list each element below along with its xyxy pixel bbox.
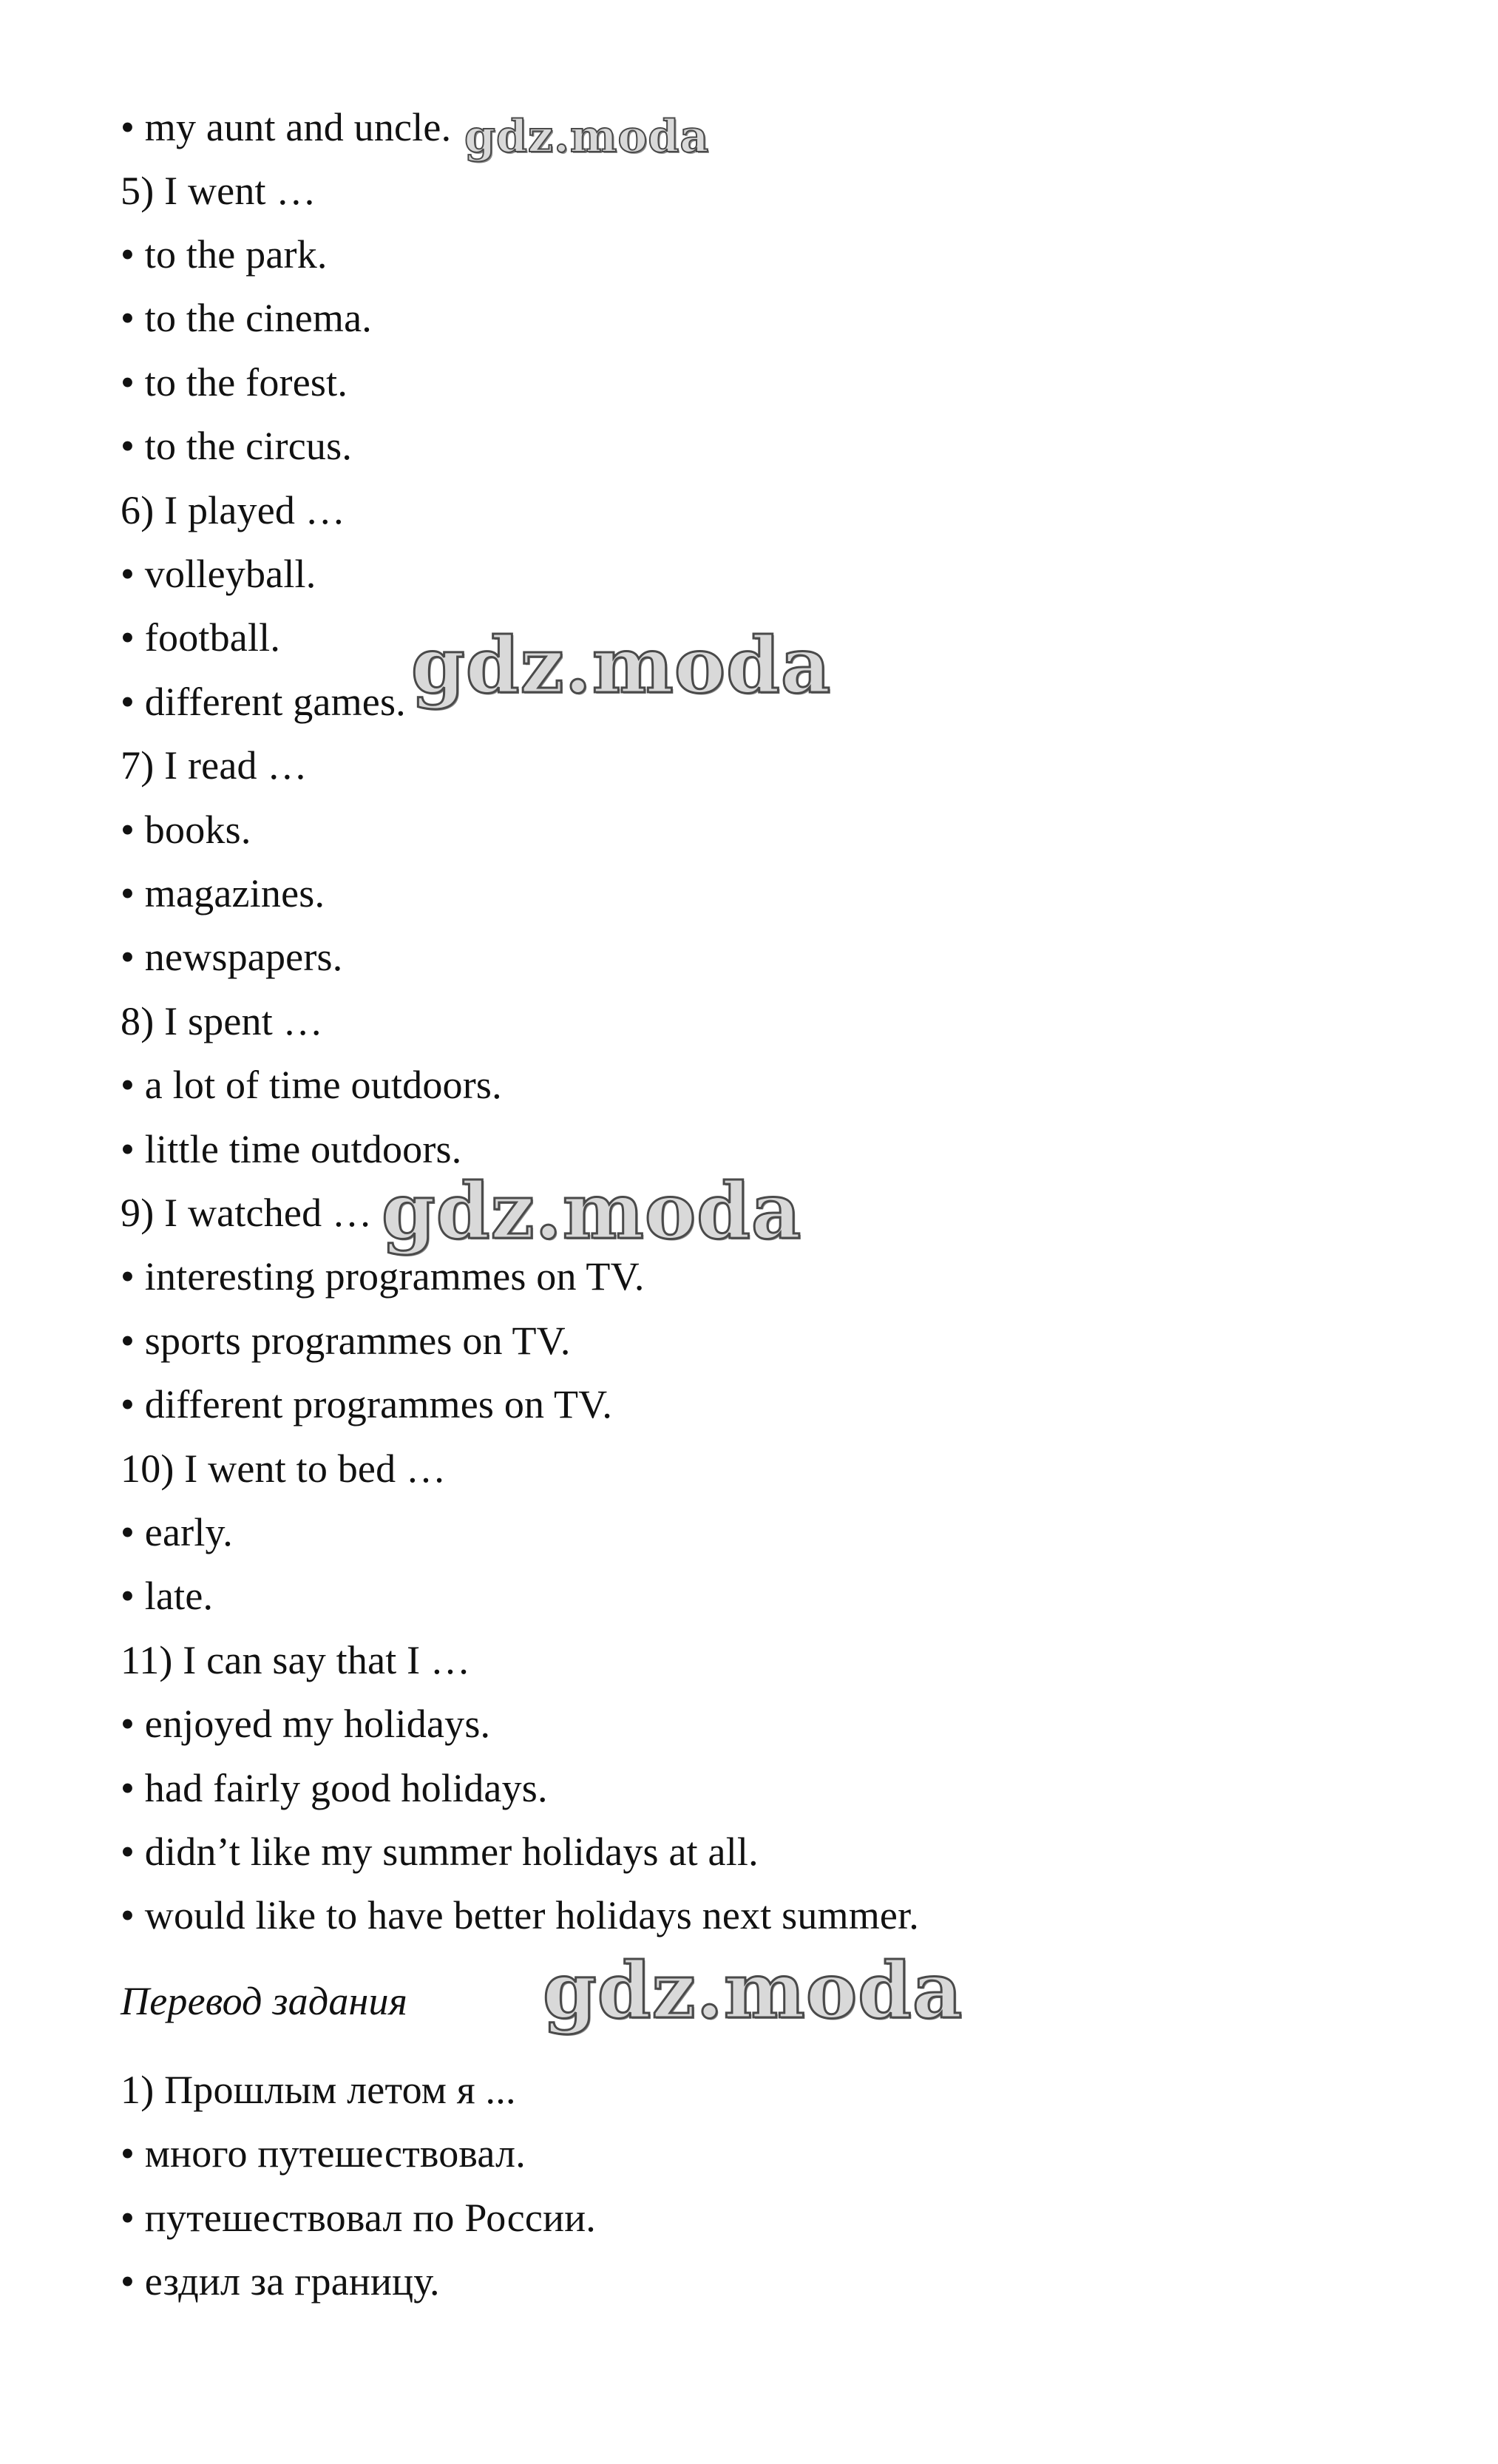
translation-heading: Перевод задания — [121, 1979, 408, 2023]
list-item: • didn’t like my summer holidays at all. — [121, 1830, 759, 1874]
question-heading: 5) I went … — [121, 169, 316, 213]
list-item: • enjoyed my holidays. — [121, 1702, 491, 1746]
list-item: • to the forest. — [121, 360, 348, 405]
list-item: • different games. — [121, 680, 406, 724]
list-item: • would like to have better holidays next summer. — [121, 1893, 919, 1937]
list-item: • путешествовал по России. — [121, 2196, 596, 2240]
watermark: gdz.moda — [411, 620, 832, 711]
list-item: • sports programmes on TV. — [121, 1319, 571, 1363]
list-item: • had fairly good holidays. — [121, 1766, 548, 1810]
list-item: • a lot of time outdoors. — [121, 1063, 502, 1107]
watermark: gdz.moda — [543, 1945, 963, 2036]
list-item: • to the cinema. — [121, 296, 372, 340]
question-heading: 10) I went to bed … — [121, 1446, 447, 1491]
list-item: • little time outdoors. — [121, 1127, 462, 1171]
list-item: • interesting programmes on TV. — [121, 1254, 645, 1299]
list-item: • to the park. — [121, 232, 328, 277]
list-item: • early. — [121, 1510, 233, 1554]
question-heading: 7) I read … — [121, 743, 308, 788]
list-item: • my aunt and uncle. — [121, 105, 452, 149]
list-item: • volleyball. — [121, 552, 316, 596]
list-item: • different programmes on TV. — [121, 1382, 613, 1426]
list-item: • to the circus. — [121, 424, 353, 468]
question-heading: 6) I played … — [121, 488, 346, 532]
list-item: • football. — [121, 615, 281, 660]
watermark: gdz.moda — [382, 1165, 802, 1256]
list-item: • late. — [121, 1574, 214, 1618]
question-heading: 11) I can say that I … — [121, 1638, 471, 1682]
list-item: • много путешествовал. — [121, 2131, 526, 2176]
watermark: gdz.moda — [464, 111, 710, 163]
question-heading: 8) I spent … — [121, 999, 323, 1043]
list-item: • magazines. — [121, 871, 325, 915]
list-item: • newspapers. — [121, 935, 343, 979]
list-item: • ездил за границу. — [121, 2259, 440, 2304]
list-item: • books. — [121, 808, 251, 852]
question-heading: 9) I watched … — [121, 1191, 373, 1235]
question-heading: 1) Прошлым летом я ... — [121, 2068, 516, 2112]
